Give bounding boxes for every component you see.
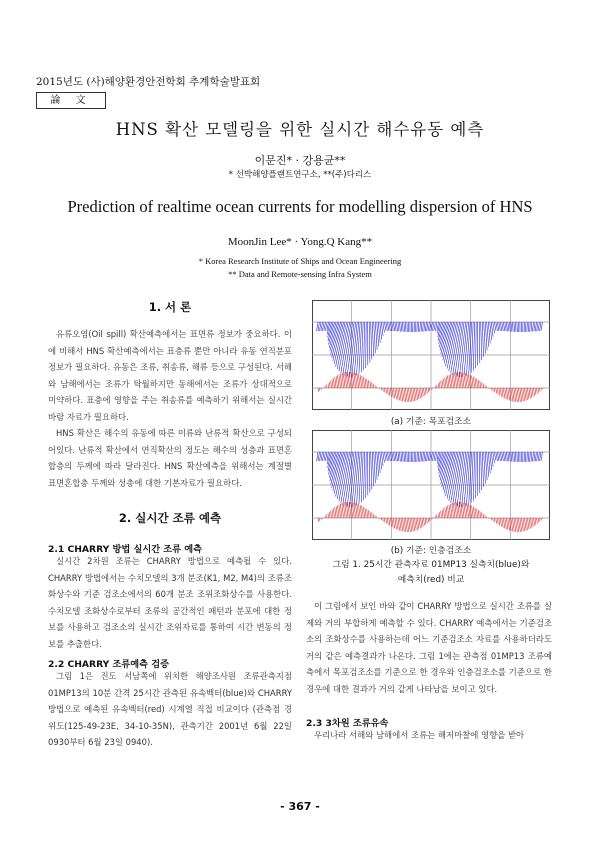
article-type-tag: 論 文	[36, 92, 106, 109]
figure-1-caption-line-1: 그림 1. 25시간 관측자료 01MP13 실측치(blue)와	[332, 560, 530, 570]
section-2-2-paragraph: 그림 1은 진도 서남쪽에 위치한 해양조사원 조류관측지점 01MP13의 10분 간격 25시간 관측된 유속벡터(blue)와 CHARRY 방법으로 예측된 유속벡터(red) 시계열 직접 비교이다 (관측점 경위도(125-49-23E, 34-10-35N), 관측기간 2001년 6월 22일 0930부터 6월 23일 0940).	[48, 671, 292, 747]
right-column-body	[306, 598, 552, 697]
section-2-1-paragraph: 실시간 2차원 조류는 CHARRY 방법으로 예측될 수 있다. CHARRY 방법에서는 수치모델의 3개 분조(K1, M2, M4)의 조류조화상수와 기준 검조소에서의 60개 분조 조위조화상수를 사용한다. 수치모델 조화상수로부터 조류의 공간적인 패턴과 분포에 대한 정보를 사용하고 검조소의 실시간 조위자료를 통하여 시간 변동의 정보를 추출한다.	[48, 556, 292, 649]
section-intro-heading: 1. 서 론	[148, 300, 192, 314]
intro-paragraph-2: HNS 확산은 해수의 유동에 따른 이류와 난류적 확산으로 구성되어있다. 난류적 확산에서 연직확산의 정도는 해수의 성층과 표면혼합층의 두께에 따라 달라진다. HNS 확산예측을 위해서는 계절별 표면혼합층 두께와 성층에 대한 기본자료가 필요하다.	[48, 428, 292, 488]
authors-korean: 이문진* · 강용균**	[254, 154, 346, 167]
title-english: Prediction of realtime ocean currents for modelling dispersion of HNS	[67, 197, 533, 216]
figure-1b-caption: (b) 기준: 인층검조소	[390, 546, 472, 556]
intro-paragraph-1: 유류오염(Oil spill) 확산예측에서는 표면류 정보가 중요하다. 이에 비해서 HNS 확산예측에서는 표층류 뿐만 아니라 유동 연직분포 정보가 필요하다. 유동은 조류, 취송류, 해류 등으로 구성된다. 서해와 남해에서는 조류가 탁월하지만 동해에서는 조류가 상대적으로 미약하다. 표층에 영향을 주는 취송류를 예측하기 위해서는 실시간 바람 자료가 필요하다.	[48, 329, 292, 422]
section-2-3-body	[306, 727, 552, 744]
figure-1-caption-line-2: 예측치(red) 비교	[397, 575, 465, 585]
section-2-2-heading: 2.2 CHARRY 조류예측 검증	[48, 659, 169, 670]
figure-1b-svg	[312, 430, 550, 540]
affiliation-english-1: * Korea Research Institute of Ships and Ocean Engineering	[198, 256, 402, 266]
figure-1a-caption: (a) 기준: 목포검조소	[390, 417, 472, 427]
affiliation-english-2: ** Data and Remote-sensing Infra System	[228, 269, 372, 279]
section-2-1-heading: 2.1 CHARRY 방법 실시간 조류 예측	[48, 544, 202, 555]
figure-1b-plot	[312, 430, 550, 540]
section-2-2-body	[48, 668, 292, 751]
authors-english: MoonJin Lee* · Yong.Q Kang**	[227, 236, 373, 248]
section-2-1-body	[48, 553, 292, 652]
page-number: - 367 -	[280, 800, 320, 813]
right-column-paragraph: 이 그림에서 보인 바와 같이 CHARRY 방법으로 실시간 조류를 실제와 거의 부합하게 예측할 수 있다. CHARRY 예측에서는 기준검조소의 조화상수를 사용하는데 어느 기준검조소 자료를 사용하더라도 거의 같은 예측결과가 나온다. 그림 1에는 관측점 01MP13 조류예측에서 목포검조소를 기준으로 한 경우와 인층검조소를 기준으로 한 경우에 대한 결과가 거의 같게 나타남을 보이고 있다.	[306, 601, 552, 694]
section-2-heading: 2. 실시간 조류 예측	[118, 511, 222, 525]
section-2-3-paragraph: 우리나라 서해와 남해에서 조류는 해저마찰에 영향을 받아	[314, 730, 525, 740]
title-korean: HNS 확산 모델링을 위한 실시간 해수유동 예측	[115, 120, 485, 139]
section-2-3-heading: 2.3 3차원 조류유속	[306, 718, 389, 729]
affiliation-korean: * 선박해양플랜트연구소, **(주)다리스	[228, 170, 372, 180]
conference-header: 2015년도 (사)해양환경안전학회 추계학술발표회	[36, 76, 261, 88]
figure-1a-svg	[312, 300, 550, 410]
intro-body	[48, 326, 292, 491]
figure-1a-plot	[312, 300, 550, 410]
